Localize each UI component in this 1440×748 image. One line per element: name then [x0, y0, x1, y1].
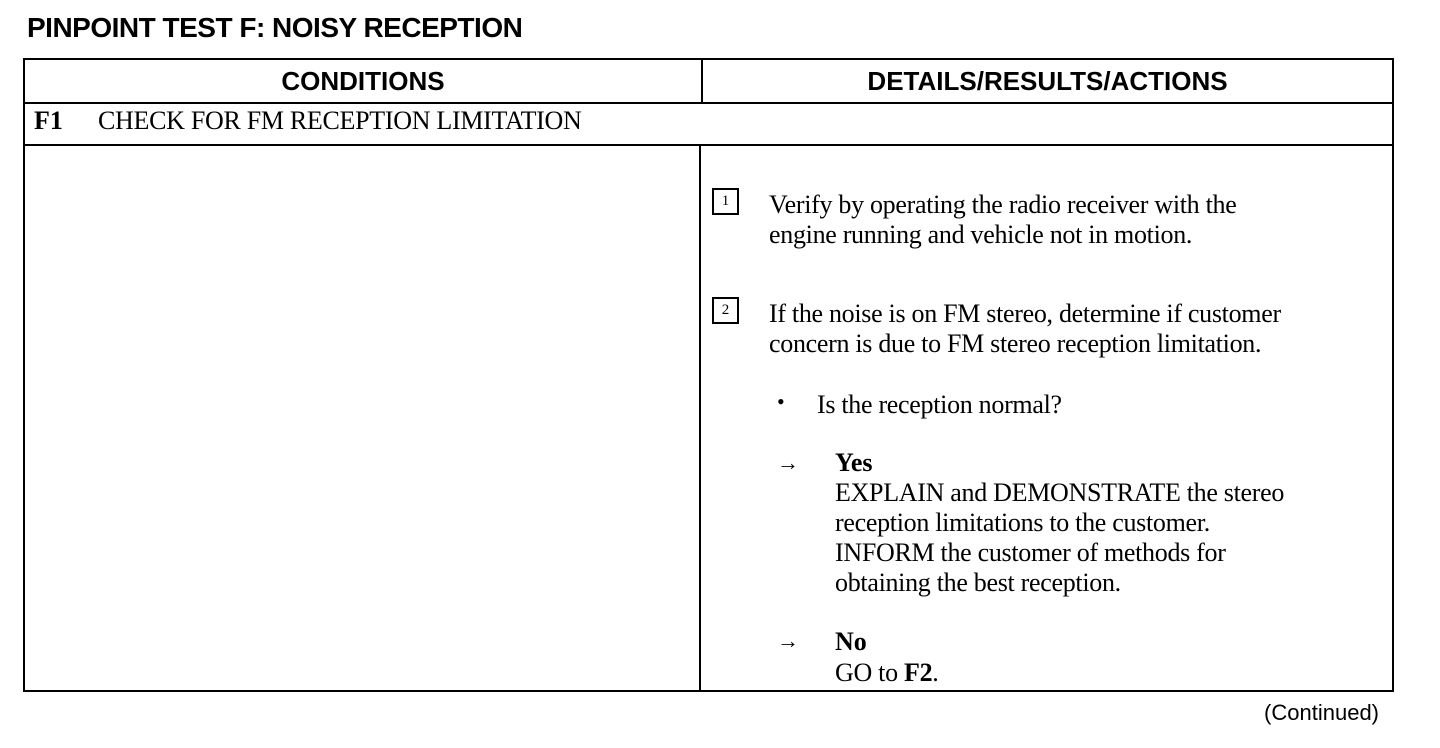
- details-header: DETAILS/RESULTS/ACTIONS: [867, 65, 1228, 96]
- step-number-box: 1: [712, 188, 739, 215]
- step-row: [25, 104, 1392, 146]
- instruction-text: [769, 299, 1281, 359]
- instruction-line: If the noise is on FM stereo, determine if customer: [769, 299, 1281, 328]
- question-text: Is the reception normal?: [817, 390, 1062, 419]
- answer-yes-label: Yes: [835, 448, 873, 477]
- action-line: EXPLAIN and DEMONSTRATE the stereo: [835, 478, 1285, 507]
- step-title: CHECK FOR FM RECEPTION LIMITATION: [98, 106, 582, 135]
- table-header-row: [25, 60, 1392, 104]
- continued-note: (Continued): [1264, 700, 1379, 725]
- step-id: F1: [34, 106, 63, 135]
- instruction-text: [769, 190, 1236, 250]
- bullet-icon: •: [777, 389, 785, 414]
- step-number-box: 2: [712, 297, 739, 324]
- answer-no-action: [835, 658, 938, 688]
- arrow-right-icon: →: [777, 450, 799, 475]
- action-line: INFORM the customer of methods for: [835, 538, 1226, 567]
- details-cell: [701, 146, 1392, 690]
- instruction-line: Verify by operating the radio receiver with the: [769, 190, 1237, 219]
- action-line: reception limitations to the customer.: [835, 508, 1210, 537]
- pinpoint-test-table: [23, 58, 1394, 692]
- instruction-line: engine running and vehicle not in motion.: [769, 220, 1193, 249]
- instruction-line: concern is due to FM stereo reception limitation.: [769, 329, 1262, 358]
- action-suffix: .: [932, 658, 939, 687]
- action-prefix: GO to: [835, 658, 904, 687]
- conditions-cell: [25, 146, 701, 690]
- conditions-header: CONDITIONS: [25, 60, 703, 102]
- answer-no-label: No: [835, 627, 867, 656]
- action-line: obtaining the best reception.: [835, 568, 1121, 597]
- goto-step-reference: F2: [903, 658, 933, 687]
- arrow-right-icon: →: [777, 628, 799, 653]
- page-title: PINPOINT TEST F: NOISY RECEPTION: [27, 12, 523, 43]
- answer-yes-action: [835, 478, 1284, 598]
